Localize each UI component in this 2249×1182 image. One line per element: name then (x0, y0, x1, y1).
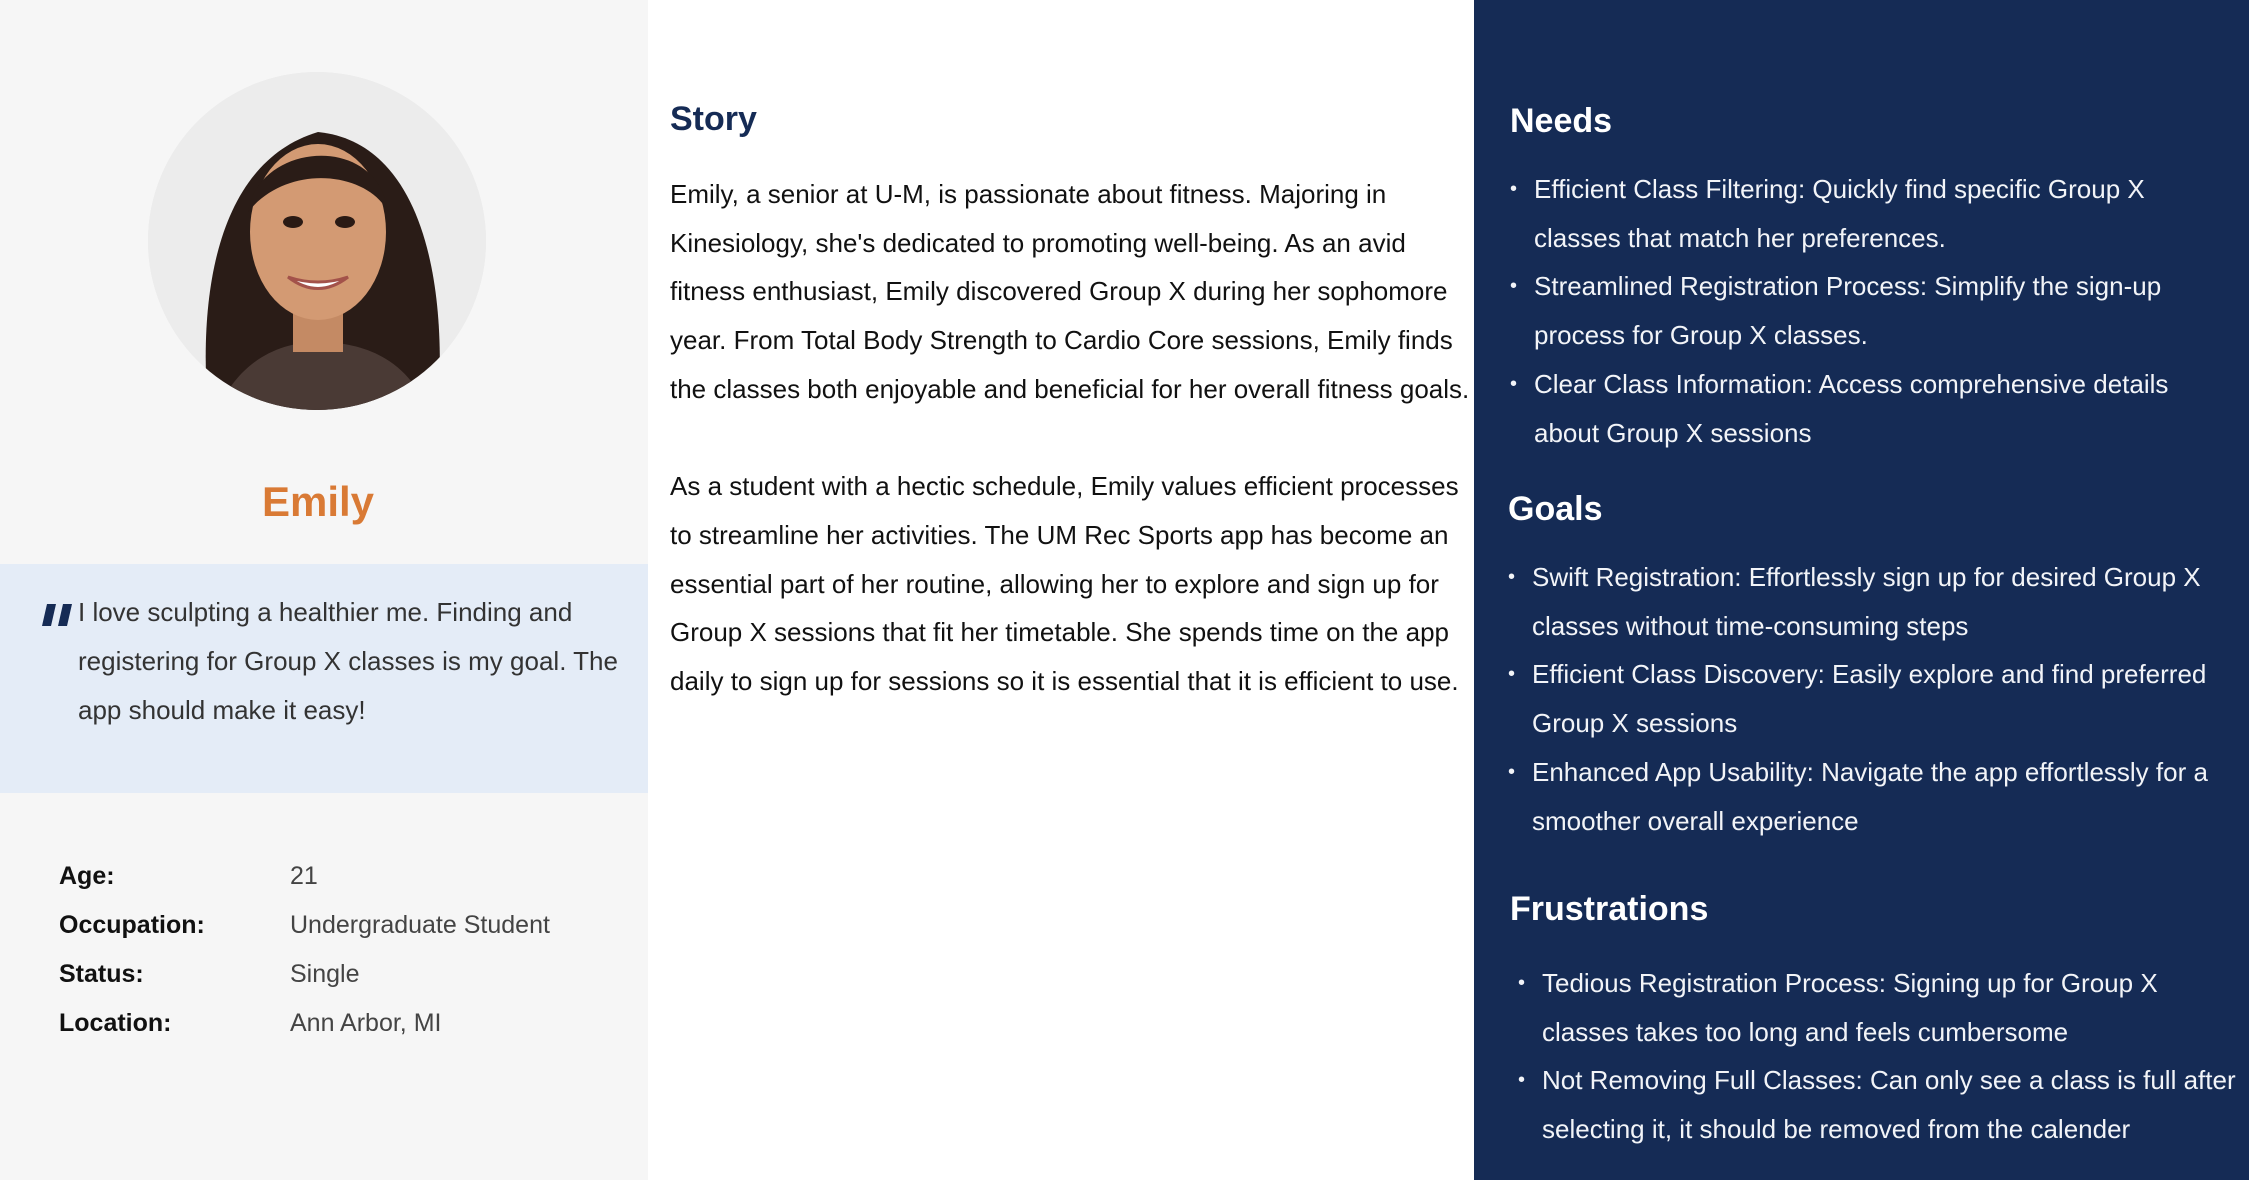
goals-section (1508, 490, 2228, 845)
needs-heading: Needs (1510, 102, 1613, 140)
detail-label: Location: (59, 1009, 172, 1037)
detail-label: Occupation: (59, 911, 205, 939)
detail-label: Age: (59, 862, 115, 890)
detail-occupation (59, 901, 550, 950)
frustrations-item: • Not Removing Full Classes: Can only see a class is full after selecting it, it should be removed from the calender (1518, 1056, 2238, 1153)
story-paragraph: As a student with a hectic schedule, Emily values efficient processes to streamline her activities. The UM Rec Sports app has become an essential part of her routine, allowing her to explore and sign up for Group X sessions that fit her timetable. She spends time on the app daily to sign up for sessions so it is essential that it is efficient to use. (670, 471, 1459, 697)
detail-value: Single (290, 960, 360, 988)
story-panel (648, 0, 1474, 1182)
goals-item: • Swift Registration: Effortlessly sign up for desired Group X classes without time-consuming steps (1508, 553, 2228, 650)
persona-details (59, 852, 550, 1048)
detail-value: Ann Arbor, MI (290, 1009, 442, 1037)
needs-item: • Clear Class Information: Access comprehensive details about Group X sessions (1510, 360, 2230, 457)
story-text (670, 170, 1470, 754)
detail-status (59, 950, 550, 999)
persona-panel (0, 0, 648, 1180)
detail-label: Status: (59, 960, 144, 988)
quote-icon (42, 604, 72, 626)
detail-age (59, 852, 550, 901)
detail-location (59, 999, 550, 1048)
goals-item: • Enhanced App Usability: Navigate the app effortlessly for a smoother overall experience (1508, 748, 2228, 845)
persona-name: Emily (261, 478, 375, 525)
needs-goals-panel (1474, 0, 2249, 1180)
goals-item: • Efficient Class Discovery: Easily explore and find preferred Group X sessions (1508, 650, 2228, 747)
story-heading: Story (670, 100, 757, 138)
frustrations-heading: Frustrations (1510, 890, 1709, 928)
frustrations-section (1510, 890, 2238, 1154)
persona-photo (148, 72, 486, 410)
story-paragraph: Emily, a senior at U-M, is passionate about fitness. Majoring in Kinesiology, she's dedicated to promoting well-being. As an avid fitness enthusiast, Emily discovered Group X during her sophomore year. From Total Body Strength to Cardio Core sessions, Emily finds the classes both enjoyable and beneficial for her overall fitness goals. (670, 179, 1470, 404)
needs-item: • Efficient Class Filtering: Quickly find specific Group X classes that match her preferences. (1510, 165, 2230, 262)
detail-value: 21 (290, 862, 318, 890)
detail-value: Undergraduate Student (290, 911, 550, 939)
goals-heading: Goals (1508, 490, 1603, 528)
persona-quote: I love sculpting a healthier me. Finding and registering for Group X classes is my goal. The app should make it easy! (78, 597, 618, 725)
needs-section (1510, 102, 2230, 457)
needs-item: • Streamlined Registration Process: Simplify the sign-up process for Group X classes. (1510, 262, 2230, 359)
frustrations-item: • Tedious Registration Process: Signing up for Group X classes takes too long and feels cumbersome (1518, 959, 2238, 1056)
